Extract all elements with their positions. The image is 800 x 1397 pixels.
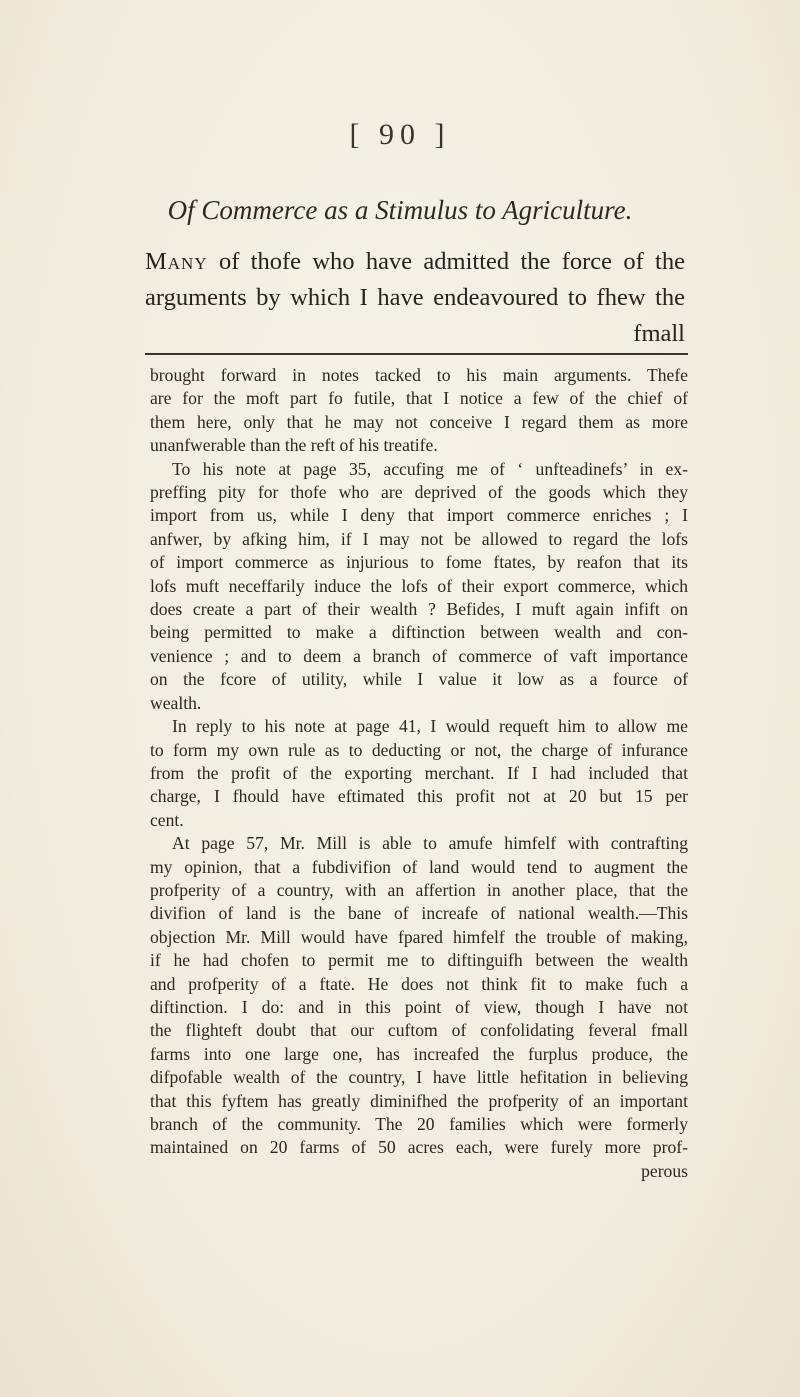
note-line: that this fyftem has greatly diminifhed the profperity of an important	[150, 1090, 688, 1111]
main-text	[145, 244, 685, 352]
note-line: At page 57, Mr. Mill is able to amufe himfelf with contrafting	[172, 833, 688, 854]
note-line: wealth.	[150, 692, 202, 713]
main-text-line: arguments by which I have endeavoured to fhew the	[145, 284, 685, 311]
note-line: divifion of land is the bane of increafe of national wealth.—This	[150, 903, 688, 924]
note-line: of import commerce as injurious to fome ftates, by reafon that its	[150, 552, 688, 573]
drop-word: Many	[145, 248, 208, 275]
note-line: the flighteft doubt that our cuftom of confolidating feveral fmall	[150, 1020, 688, 1041]
note-line: preffing pity for thofe who are deprived of the goods which they	[150, 482, 688, 503]
note-line: maintained on 20 farms of 50 acres each, were furely more prof-	[150, 1137, 688, 1158]
chapter-title: Of Commerce as a Stimulus to Agriculture.	[167, 195, 633, 225]
catchword: fmall	[633, 320, 685, 347]
footnote-rule	[145, 353, 688, 355]
note-line: my opinion, that a fubdivifion of land would tend to augment the	[150, 856, 688, 877]
catchword: perous	[641, 1160, 688, 1181]
note-line: from the profit of the exporting merchant. If I had included that	[150, 762, 688, 783]
note-line: cent.	[150, 809, 184, 830]
footnotes	[150, 364, 688, 1183]
note-line: are for the moft part fo futile, that I notice a few of the chief of	[150, 388, 688, 409]
note-line: In reply to his note at page 41, I would requeft him to allow me	[172, 716, 688, 737]
note-line: anfwer, by afking him, if I may not be allowed to regard the lofs	[150, 528, 688, 549]
note-line: branch of the community. The 20 families which were formerly	[150, 1114, 688, 1134]
note-line: being permitted to make a diftinction between wealth and con-	[150, 622, 688, 643]
note-line: profperity of a country, with an affertion in another place, that the	[150, 879, 688, 900]
note-line: them here, only that he may not conceive I regard them as more	[150, 411, 688, 432]
main-text-line: Many of thofe who have admitted the force of the	[145, 248, 685, 275]
note-line: on the fcore of utility, while I value it low as a fource of	[150, 669, 688, 690]
note-line: does create a part of their wealth ? Befides, I muft again infift on	[150, 599, 688, 620]
note-line: brought forward in notes tacked to his main arguments. Thefe	[150, 365, 688, 385]
note-line: lofs muft neceffarily induce the lofs of their export commerce, which	[150, 575, 688, 596]
note-line: and profperity of a ftate. He does not think fit to make fuch a	[150, 973, 688, 994]
note-line: farms into one large one, has increafed the furplus produce, the	[150, 1043, 688, 1064]
note-line: objection Mr. Mill would have fpared himfelf the trouble of making,	[150, 926, 688, 947]
page-number: [ 90 ]	[349, 118, 451, 151]
note-line: To his note at page 35, accufing me of ‘ unfteadinefs’ in ex-	[172, 458, 688, 479]
note-line: diftinction. I do: and in this point of view, though I have not	[150, 996, 688, 1017]
note-line: charge, I fhould have eftimated this profit not at 20 but 15 per	[150, 786, 688, 807]
note-line: import from us, while I deny that import commerce enriches ; I	[150, 505, 688, 526]
note-line: to form my own rule as to deducting or not, the charge of infurance	[150, 739, 688, 760]
note-line: if he had chofen to permit me to diftinguifh between the wealth	[150, 950, 688, 971]
note-line: venience ; and to deem a branch of commerce of vaft importance	[150, 645, 688, 666]
note-line: unanfwerable than the reft of his treatife.	[150, 435, 438, 456]
note-line: difpofable wealth of the country, I have little hefitation in believing	[150, 1067, 688, 1088]
